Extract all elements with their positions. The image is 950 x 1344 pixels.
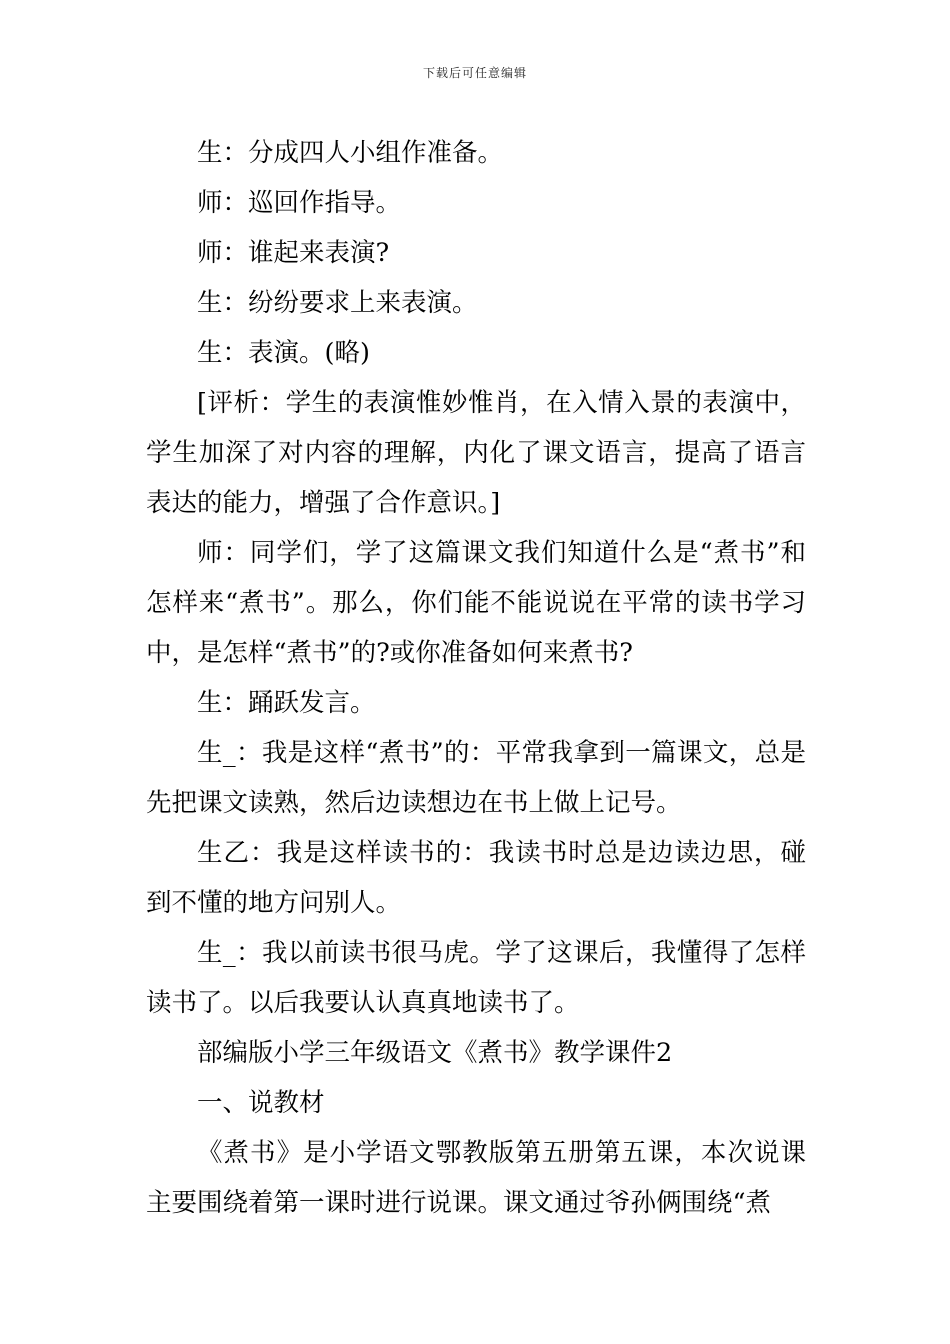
paragraph: 师：谁起来表演?: [197, 238, 390, 268]
section-title: 部编版小学三年级语文《煮书》教学课件2: [197, 1038, 673, 1068]
paragraph: 生：踊跃发言。: [197, 688, 376, 718]
paragraph: 师：巡回作指导。: [197, 188, 402, 218]
paragraph: 生：纷纷要求上来表演。: [197, 288, 478, 318]
section-heading: 一、说教材: [197, 1088, 325, 1118]
page-header: 下载后可任意编辑: [422, 66, 527, 80]
paragraph: 《煮书》是小学语文鄂教版第五册第五课，本次说课主要围绕着第一课时进行说课。课文通过爷孙俩围绕“煮: [146, 1138, 806, 1218]
paragraph: 生_：我是这样“煮书”的：平常我拿到一篇课文，总是先把课文读熟，然后边读想边在书上做上记号。: [146, 738, 806, 818]
paragraph-comment: [评析：学生的表演惟妙惟肖，在入情入景的表演中，学生加深了对内容的理解，内化了课文语言，提高了语言表达的能力，增强了合作意识。]: [146, 388, 806, 518]
paragraph: 生乙：我是这样读书的：我读书时总是边读边思，碰到不懂的地方问别人。: [146, 838, 806, 918]
paragraph: 师：同学们，学了这篇课文我们知道什么是“煮书”和怎样来“煮书”。那么，你们能不能说说在平常的读书学习中，是怎样“煮书”的?或你准备如何来煮书?: [146, 538, 806, 668]
paragraph: 生：表演。(略): [197, 338, 370, 368]
paragraph: 生_：我以前读书很马虎。学了这课后，我懂得了怎样读书了。以后我要认认真真地读书了。: [146, 938, 806, 1018]
paragraph: 生：分成四人小组作准备。: [197, 138, 504, 168]
document-body: [146, 128, 806, 1228]
